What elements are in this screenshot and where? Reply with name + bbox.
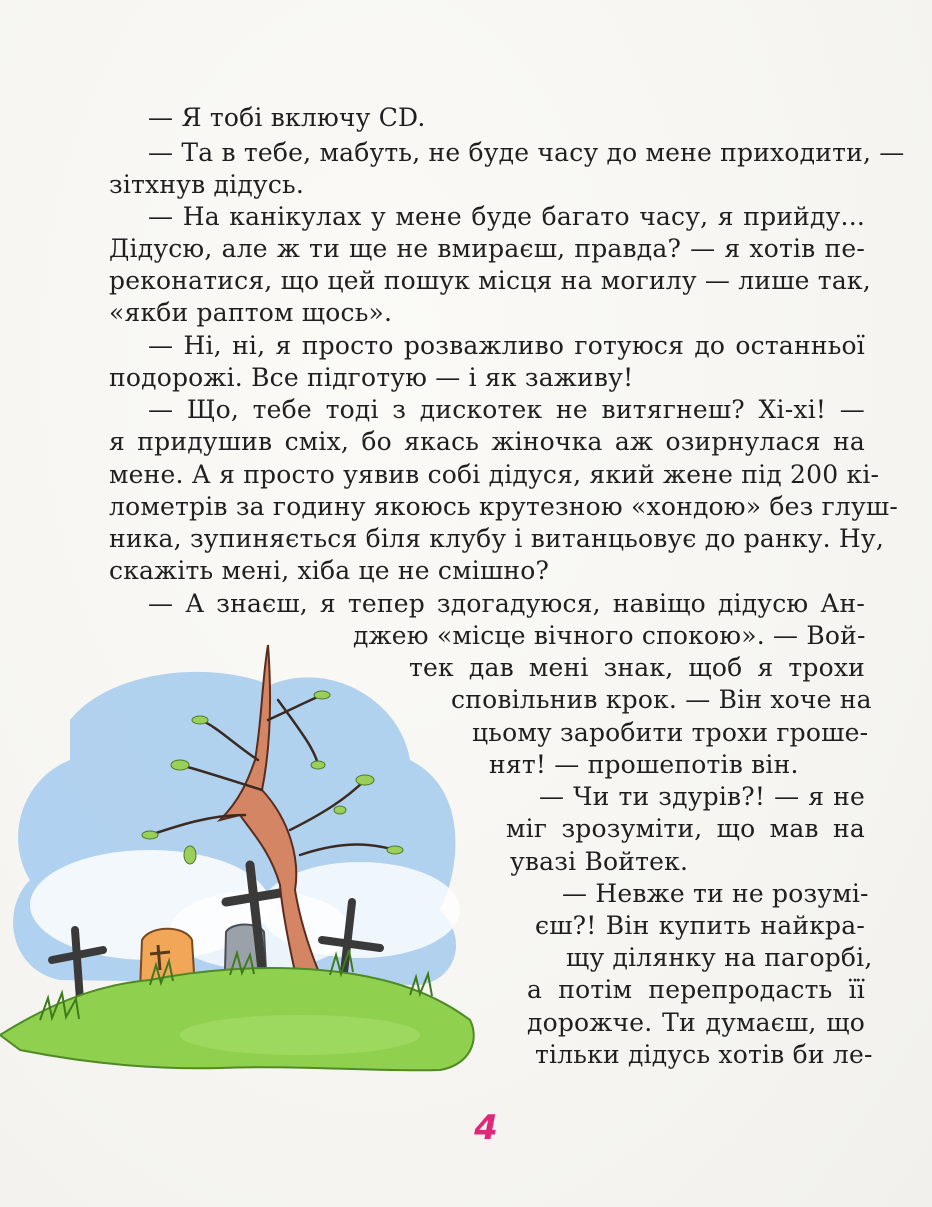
text-line-3: зітхнув дідусь.	[109, 170, 305, 199]
text-line-20: цьому заробити трохи гроше-	[472, 718, 869, 747]
text-line-19: сповільнив крок. — Він хоче на	[451, 685, 872, 714]
text-line-12: мене. А я просто уявив собі дідуся, який жене під 200 кі-	[109, 460, 880, 489]
grass-shade	[180, 1015, 420, 1055]
page-number: 4	[474, 1108, 498, 1148]
text-line-23: міг зрозуміти, що мав на	[506, 814, 865, 843]
text-line-30: тільки дідусь хотів би ле-	[535, 1040, 873, 1069]
text-line-26: єш?! Він купить найкра-	[535, 911, 865, 940]
cemetery-illustration	[0, 640, 500, 1080]
text-line-10: — Що, тебе тоді з дискотек не витягнеш? Хі-хі! —	[148, 395, 865, 424]
text-line-8: — Ні, ні, я просто розважливо готуюся до останньої	[148, 331, 865, 360]
text-line-17: джею «місце вічного спокою». — Вой-	[353, 621, 866, 650]
text-line-22: — Чи ти здурів?! — я не	[539, 782, 865, 811]
text-line-1: — Я тобі включу CD.	[148, 103, 426, 132]
text-line-24: увазі Войтек.	[510, 847, 689, 876]
text-line-9: подорожі. Все підготую — і як заживу!	[109, 363, 634, 392]
text-line-13: лометрів за годину якоюсь крутезною «хондою» без глуш-	[109, 492, 898, 521]
text-line-25: — Невже ти не розумі-	[562, 879, 869, 908]
text-line-29: дорожче. Ти думаєш, що	[527, 1008, 865, 1037]
text-line-15: скажіть мені, хіба це не смішно?	[109, 556, 550, 585]
text-line-21: нят! — прошепотів він.	[489, 750, 799, 779]
text-line-5: Дідусю, але ж ти ще не вмираєш, правда? — я хотів пе-	[109, 234, 865, 263]
text-line-11: я придушив сміх, бо якась жіночка аж озирнулася на	[109, 427, 865, 456]
text-line-27: щу ділянку на пагорбі,	[566, 943, 873, 972]
text-line-28: а потім перепродасть її	[527, 975, 865, 1004]
text-line-4: — На канікулах у мене буде багато часу, я прийду...	[148, 202, 865, 231]
text-line-2: — Та в тебе, мабуть, не буде часу до мене приходити, —	[148, 138, 905, 167]
text-line-6: реконатися, що цей пошук місця на могилу — лише так,	[109, 266, 871, 295]
text-line-7: «якби раптом щось».	[109, 298, 393, 327]
text-line-18: тек дав мені знак, щоб я трохи	[409, 653, 865, 682]
text-line-14: ника, зупиняється біля клубу і витанцьовує до ранку. Ну,	[109, 524, 884, 553]
text-line-16: — А знаєш, я тепер здогадуюся, навіщо дідусю Ан-	[148, 589, 865, 618]
